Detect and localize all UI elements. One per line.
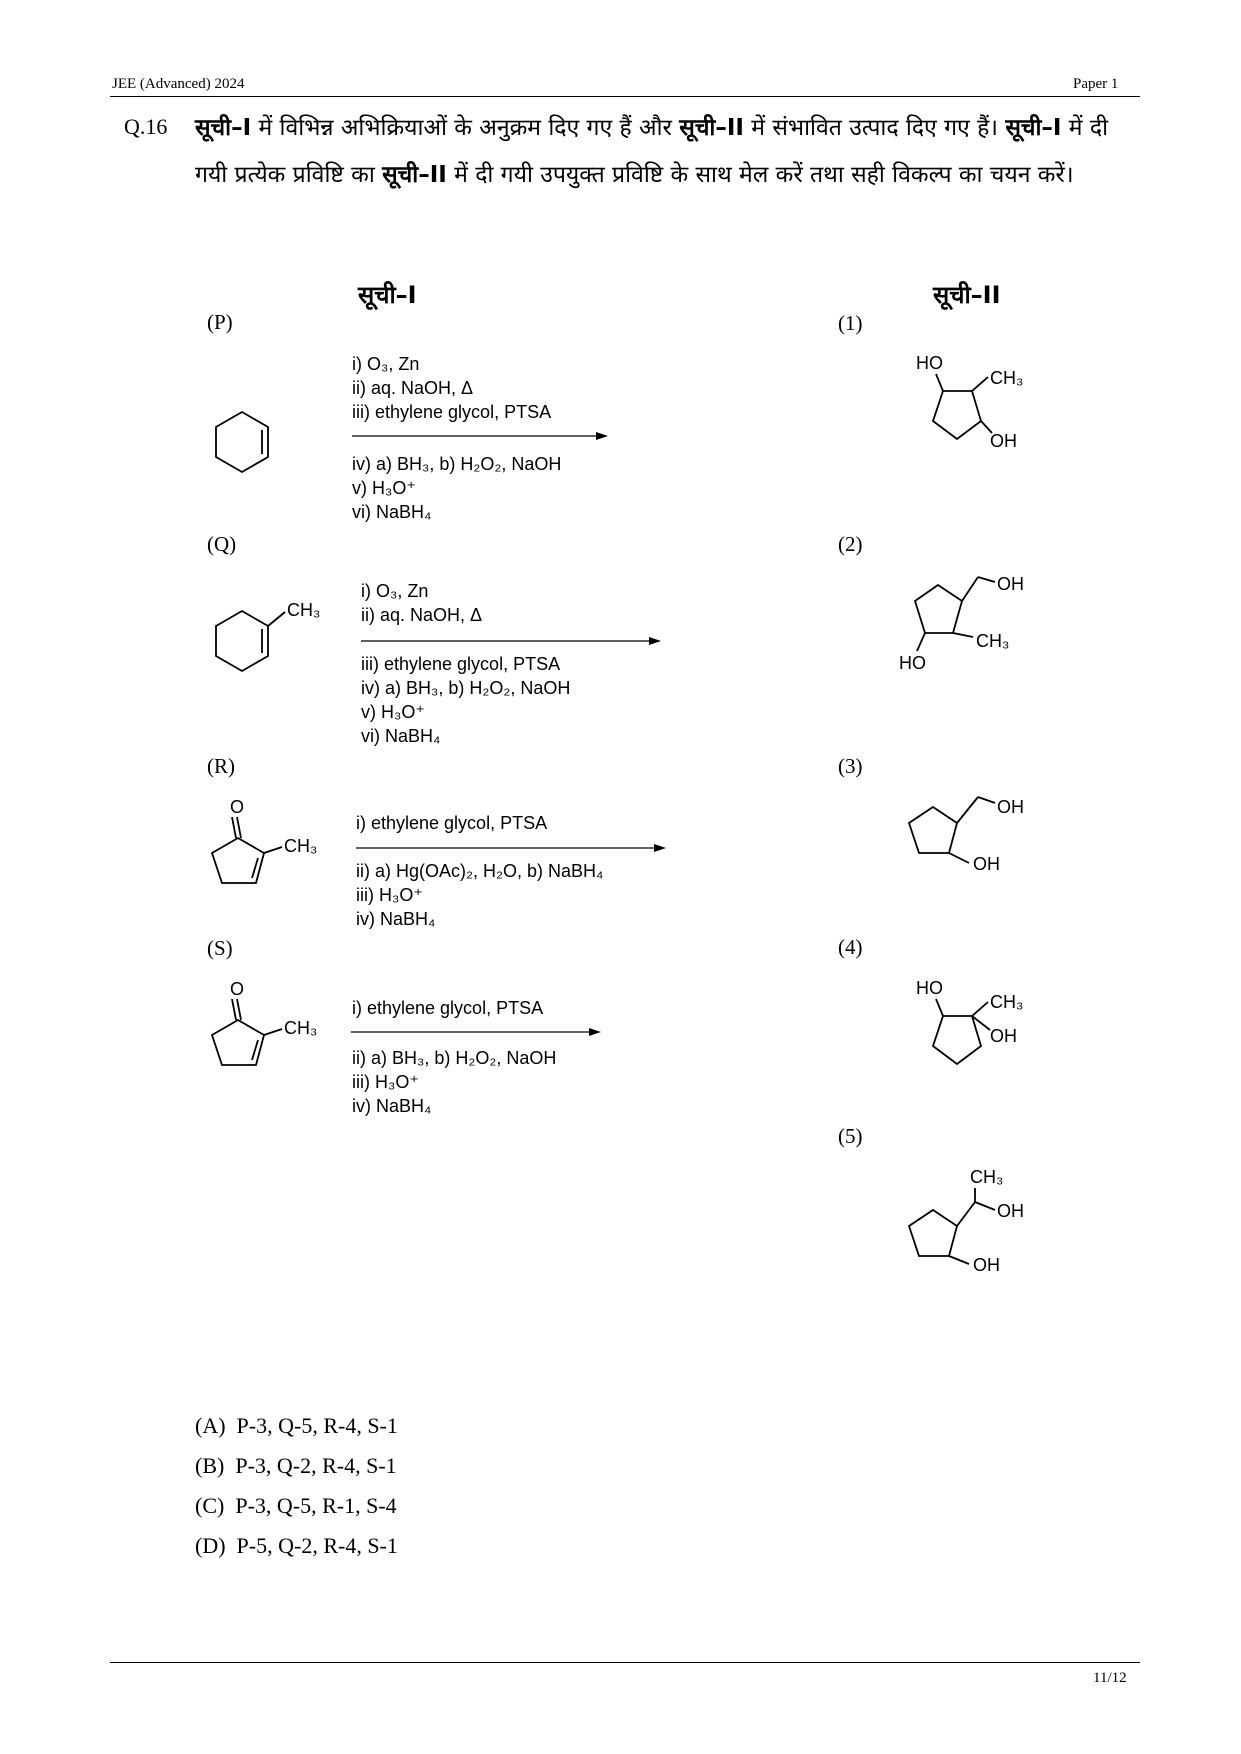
reagent-line: vi) NaBH₄ [352, 502, 432, 522]
option-text: P-5, Q-2, R-4, S-1 [236, 1533, 398, 1558]
reagent-line: ii) aq. NaOH, Δ [361, 605, 483, 625]
reagent-line: ii) a) Hg(OAc)₂, H₂O, b) NaBH₄ [356, 861, 604, 881]
list2-label-5: (5) [838, 1124, 863, 1148]
reagents-p-below [352, 452, 561, 524]
reagents-r-below [356, 859, 603, 931]
option-key: (D) [195, 1533, 226, 1558]
p1-oh-label: OH [990, 431, 1017, 451]
footer-rule [110, 1662, 1140, 1663]
reagent-line: ii) aq. NaOH, Δ [352, 378, 474, 398]
methylcyclopentenone-structure-s [200, 977, 330, 1077]
reagents-q-above [361, 579, 482, 627]
question-number: Q.16 [124, 114, 168, 139]
list1-ref: सूची–I [195, 115, 252, 141]
p4-ho-label: HO [916, 978, 943, 998]
reagents-s-above [352, 996, 543, 1020]
reagents-q-below [361, 652, 570, 748]
p2-ho-label: HO [899, 653, 926, 673]
reagent-line: ii) a) BH₃, b) H₂O₂, NaOH [352, 1048, 557, 1068]
methylcyclohexene-structure [205, 596, 335, 676]
option-a[interactable] [195, 1413, 398, 1439]
question-text-part: में दी गयी प्रत्येक प्रविष्टि का [195, 115, 1109, 188]
reagents-s-below [352, 1046, 556, 1118]
product-4-structure [900, 970, 1050, 1075]
reagents-p-above [352, 352, 551, 424]
q-ch3-label: CH₃ [287, 600, 321, 620]
reagent-line: iii) H₃O⁺ [356, 885, 423, 905]
option-key: (B) [195, 1453, 225, 1478]
reagent-line: v) H₃O⁺ [361, 702, 425, 722]
header-paper-number: Paper 1 [1073, 76, 1119, 92]
header-exam-title: JEE (Advanced) 2024 [112, 76, 245, 92]
product-1-structure [900, 345, 1050, 460]
s-ch3-label: CH₃ [284, 1018, 318, 1038]
reagent-line: iv) a) BH₃, b) H₂O₂, NaOH [361, 678, 571, 698]
header-rule [110, 96, 1140, 97]
p5-oh-label-side: OH [997, 1201, 1024, 1221]
list2-label-1: (1) [838, 311, 863, 335]
s-o-label: O [230, 979, 245, 999]
reagent-line: iii) ethylene glycol, PTSA [361, 654, 561, 674]
p5-ch3-label: CH₃ [970, 1167, 1004, 1187]
reaction-arrow-r [354, 842, 669, 854]
question-text [195, 105, 1130, 199]
product-3-structure [895, 785, 1060, 890]
question-text-part: में संभावित उत्पाद दिए गए हैं। [744, 115, 1006, 141]
p1-ch3-label: CH₃ [990, 368, 1024, 388]
list2-ref: सूची–II [382, 162, 447, 188]
reagent-line: iii) H₃O⁺ [352, 1072, 419, 1092]
reagent-line: vi) NaBH₄ [361, 726, 441, 746]
reagent-line: v) H₃O⁺ [352, 478, 416, 498]
p2-oh-label: OH [997, 574, 1024, 594]
list2-label-2: (2) [838, 532, 863, 556]
p3-oh-label-top: OH [997, 797, 1024, 817]
p3-oh-label-bottom: OH [973, 854, 1000, 874]
reagent-line: iii) ethylene glycol, PTSA [352, 402, 552, 422]
reaction-arrow-q [359, 635, 664, 647]
p1-ho-label: HO [916, 353, 943, 373]
list1-label-s: (S) [207, 936, 233, 960]
list1-label-r: (R) [207, 754, 235, 778]
option-text: P-3, Q-2, R-4, S-1 [235, 1453, 397, 1478]
list2-ref: सूची–II [679, 115, 744, 141]
option-b[interactable] [195, 1453, 397, 1479]
list2-label-4: (4) [838, 935, 863, 959]
p4-ch3-label: CH₃ [990, 992, 1024, 1012]
list1-label-q: (Q) [207, 532, 237, 556]
list1-label-p: (P) [207, 310, 233, 334]
option-text: P-3, Q-5, R-1, S-4 [235, 1493, 397, 1518]
product-5-structure [895, 1160, 1060, 1280]
option-text: P-3, Q-5, R-4, S-1 [236, 1413, 398, 1438]
reagent-line: iv) NaBH₄ [356, 909, 436, 929]
list1-heading: सूची–I [358, 281, 417, 309]
methylcyclopentenone-structure-r [200, 795, 330, 895]
reaction-arrow-s [349, 1026, 604, 1038]
reagents-r-above [356, 811, 547, 835]
reagent-line: i) ethylene glycol, PTSA [356, 813, 548, 833]
option-key: (A) [195, 1413, 226, 1438]
question-text-part: में दी गयी उपयुक्त प्रविष्टि के साथ मेल करें तथा सही विकल्प का चयन करें। [446, 162, 1074, 188]
list2-label-3: (3) [838, 754, 863, 778]
r-ch3-label: CH₃ [284, 836, 318, 856]
reaction-arrow-p [350, 430, 610, 442]
option-key: (C) [195, 1493, 225, 1518]
option-c[interactable] [195, 1493, 397, 1519]
p5-oh-label-ring: OH [973, 1255, 1000, 1275]
reagent-line: i) O₃, Zn [361, 581, 429, 601]
reagent-line: iv) a) BH₃, b) H₂O₂, NaOH [352, 454, 562, 474]
p4-oh-label: OH [990, 1026, 1017, 1046]
reagent-line: i) O₃, Zn [352, 354, 420, 374]
p2-ch3-label: CH₃ [976, 631, 1010, 651]
page-number: 11/12 [1093, 1670, 1127, 1686]
list1-ref: सूची–I [1005, 115, 1062, 141]
reagent-line: iv) NaBH₄ [352, 1096, 432, 1116]
product-2-structure [895, 565, 1060, 685]
r-o-label: O [230, 797, 245, 817]
option-d[interactable] [195, 1533, 398, 1559]
cyclohexene-structure [205, 405, 280, 480]
reagent-line: i) ethylene glycol, PTSA [352, 998, 544, 1018]
question-text-part: में विभिन्न अभिक्रियाओं के अनुक्रम दिए गए हैं और [251, 115, 680, 141]
list2-heading: सूची–II [933, 281, 1001, 309]
